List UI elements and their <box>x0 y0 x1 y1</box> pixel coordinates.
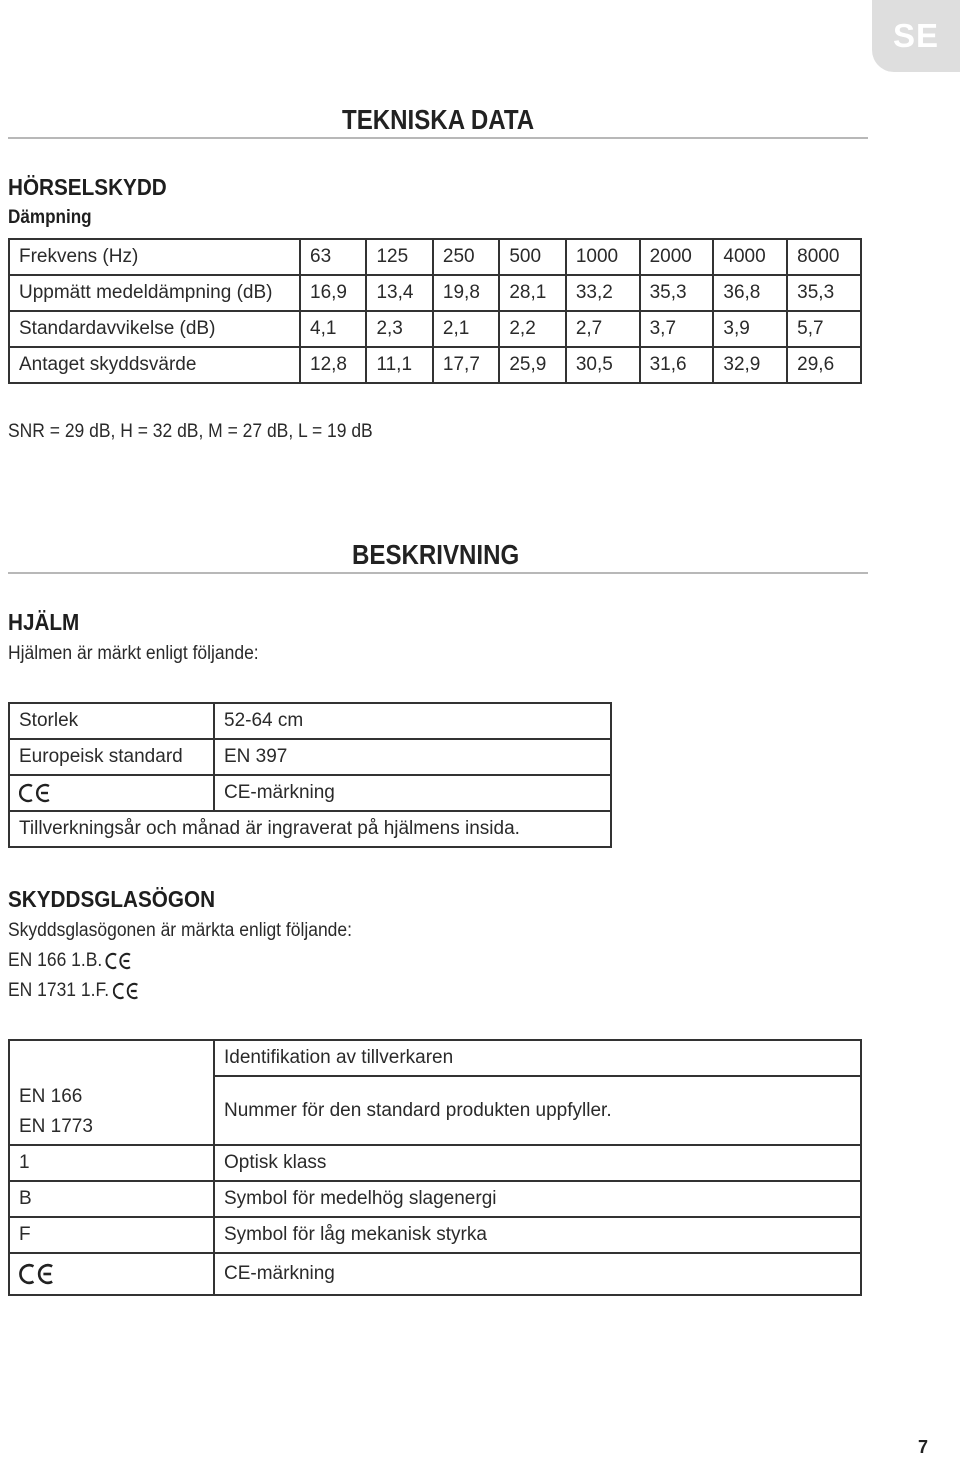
table-cell: B <box>9 1181 214 1217</box>
table-cell: 11,1 <box>366 347 432 383</box>
table-cell: 4,1 <box>300 311 366 347</box>
table-cell: 36,8 <box>713 275 787 311</box>
table-cell <box>9 1253 214 1295</box>
table-cell: Tillverkningsår och månad är ingraverat på hjälmens insida. <box>9 811 611 847</box>
page-number: 7 <box>917 1437 928 1457</box>
table-cell: Standardavvikelse (dB) <box>9 311 300 347</box>
glasses-heading: SKYDDSGLASÖGON <box>8 886 216 912</box>
table-cell: Antaget skyddsvärde <box>9 347 300 383</box>
helmet-heading: HJÄLM <box>8 609 80 635</box>
language-tab: SE <box>872 0 960 72</box>
ce-mark-icon <box>106 951 135 971</box>
hearing-protection-heading: HÖRSELSKYDD <box>8 174 167 200</box>
table-cell: 32,9 <box>713 347 787 383</box>
table-row <box>9 739 611 775</box>
table-cell: 3,9 <box>713 311 787 347</box>
table-row <box>9 1217 861 1253</box>
table-cell <box>9 1040 214 1076</box>
table-cell: 19,8 <box>433 275 499 311</box>
table-cell: 3,7 <box>640 311 714 347</box>
table-cell: 35,3 <box>787 275 861 311</box>
table-cell: 25,9 <box>499 347 565 383</box>
table-cell: 2,7 <box>566 311 640 347</box>
table-cell: Uppmätt medeldämpning (dB) <box>9 275 300 311</box>
table-cell: 1000 <box>566 239 640 275</box>
table-cell <box>9 1076 214 1145</box>
table-row <box>9 311 861 347</box>
table-row <box>9 239 861 275</box>
table-cell: 4000 <box>713 239 787 275</box>
section-divider <box>8 137 868 139</box>
table-cell: 5,7 <box>787 311 861 347</box>
table-row <box>9 775 611 811</box>
table-row <box>9 1253 861 1295</box>
table-cell: 28,1 <box>499 275 565 311</box>
table-cell: 8000 <box>787 239 861 275</box>
table-row <box>9 703 611 739</box>
table-cell: 63 <box>300 239 366 275</box>
table-cell: Nummer för den standard produkten uppfyller. <box>214 1076 861 1145</box>
table-cell: 500 <box>499 239 565 275</box>
table-cell: 2,2 <box>499 311 565 347</box>
table-cell <box>9 775 214 811</box>
glasses-marking-table <box>8 1039 862 1296</box>
table-cell: 35,3 <box>640 275 714 311</box>
section-divider <box>8 572 868 574</box>
snr-values: SNR = 29 dB, H = 32 dB, M = 27 dB, L = 19 dB <box>8 421 373 442</box>
glasses-mark: EN 1731 1.F. <box>8 980 110 1001</box>
standard-code: EN 1773 <box>19 1116 93 1137</box>
section-title-technical: TEKNISKA DATA <box>342 104 535 135</box>
table-row <box>9 811 611 847</box>
table-cell: 16,9 <box>300 275 366 311</box>
table-cell: Identifikation av tillverkaren <box>214 1040 861 1076</box>
table-cell: 30,5 <box>566 347 640 383</box>
table-cell: Storlek <box>9 703 214 739</box>
table-cell: CE-märkning <box>214 775 611 811</box>
table-row <box>9 1040 861 1076</box>
table-cell: Optisk klass <box>214 1145 861 1181</box>
table-cell: 29,6 <box>787 347 861 383</box>
table-cell: Europeisk standard <box>9 739 214 775</box>
table-row <box>9 275 861 311</box>
standard-code: EN 166 <box>19 1086 83 1107</box>
attenuation-subheading: Dämpning <box>8 207 92 228</box>
table-cell: 33,2 <box>566 275 640 311</box>
table-cell: 13,4 <box>366 275 432 311</box>
section-title-description: BESKRIVNING <box>352 539 520 570</box>
table-cell: 52-64 cm <box>214 703 611 739</box>
table-cell: 125 <box>366 239 432 275</box>
table-row <box>9 1145 861 1181</box>
table-cell: 31,6 <box>640 347 714 383</box>
table-cell: 1 <box>9 1145 214 1181</box>
attenuation-table <box>8 238 862 384</box>
glasses-mark: EN 166 1.B. <box>8 950 103 971</box>
table-cell: 17,7 <box>433 347 499 383</box>
ce-mark-icon <box>19 1263 59 1285</box>
table-row <box>9 1181 861 1217</box>
ce-mark-icon <box>113 981 142 1001</box>
helmet-intro: Hjälmen är märkt enligt följande: <box>8 643 259 664</box>
table-cell: EN 397 <box>214 739 611 775</box>
table-cell: 2,3 <box>366 311 432 347</box>
ce-mark-icon <box>19 783 55 803</box>
table-cell: Symbol för låg mekanisk styrka <box>214 1217 861 1253</box>
table-cell: CE-märkning <box>214 1253 861 1295</box>
table-cell: 2,1 <box>433 311 499 347</box>
table-row <box>9 347 861 383</box>
table-cell: Frekvens (Hz) <box>9 239 300 275</box>
table-cell: F <box>9 1217 214 1253</box>
glasses-intro: Skyddsglasögonen är märkta enligt följande: <box>8 920 352 941</box>
helmet-marking-table <box>8 702 612 848</box>
table-cell: 250 <box>433 239 499 275</box>
table-row <box>9 1076 861 1145</box>
glasses-mark-line <box>8 980 142 1002</box>
table-cell: Symbol för medelhög slagenergi <box>214 1181 861 1217</box>
glasses-mark-line <box>8 950 135 972</box>
table-cell: 2000 <box>640 239 714 275</box>
table-cell: 12,8 <box>300 347 366 383</box>
